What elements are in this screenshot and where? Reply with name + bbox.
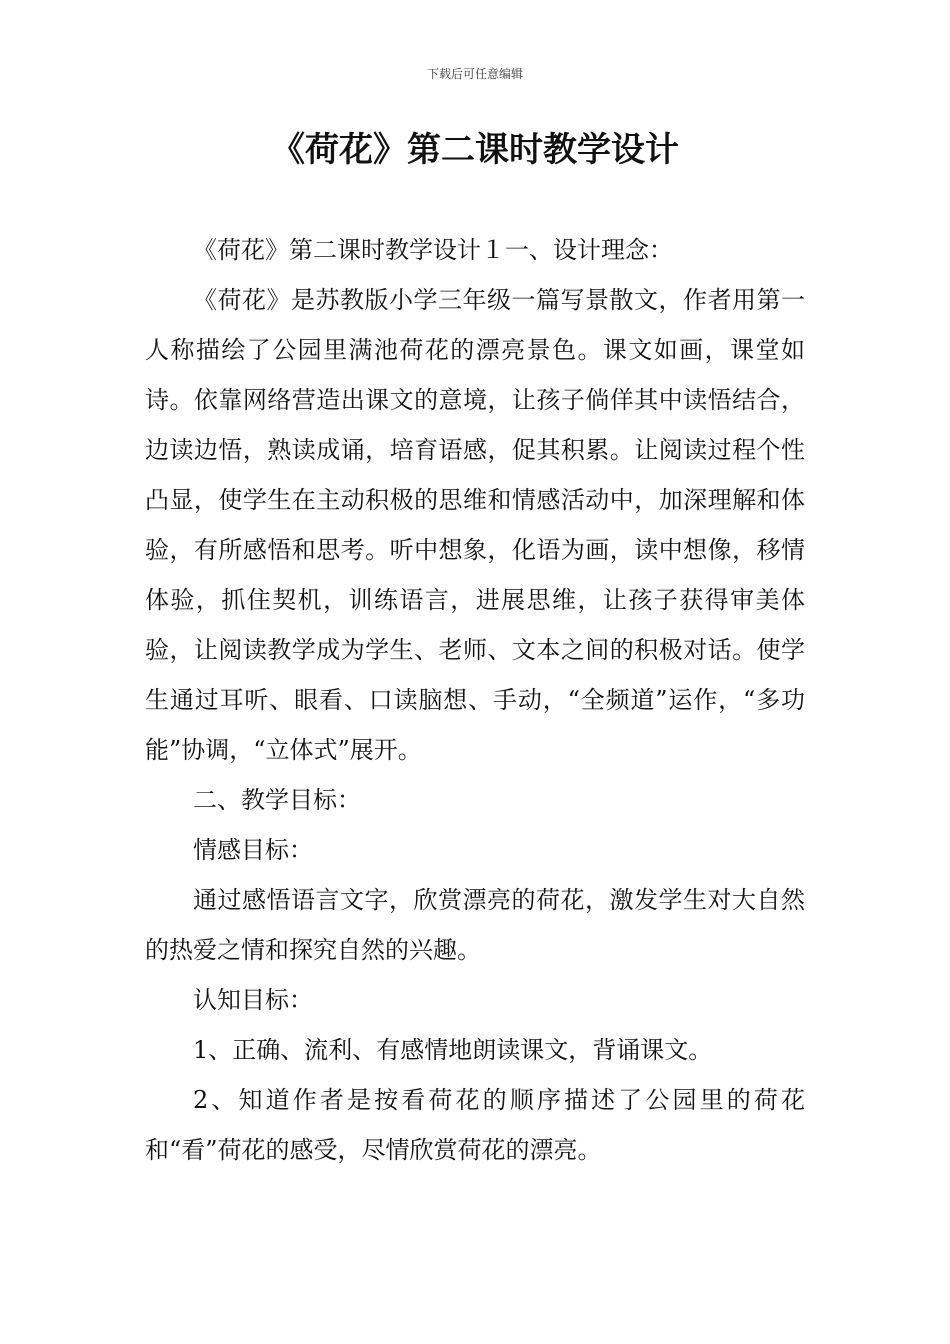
- paragraph-cognitive-goal-1: 1、正确、流利、有感情地朗读课文，背诵课文。: [193, 1036, 713, 1064]
- paragraph-design-concept: 《荷花》是苏教版小学三年级一篇写景散文，作者用第一人称描绘了公园里满池荷花的漂亮景色。课文如画，课堂如诗。依靠网络营造出课文的意境，让孩子倘佯其中读悟结合，边读边悟，熟读成诵，培育语感，促其积累。让阅读过程个性凸显，使学生在主动积极的思维和情感活动中，加深理解和体验，有所感悟和思考。听中想象，化语为画，读中想像，移情体验，抓住契机，训练语言，进展思维，让孩子获得审美体验，让阅读教学成为学生、老师、文本之间的积极对话。使学生通过耳听、眼看、口读脑想、手动，“全频道”运作，“多功能”协调，“立体式”展开。: [145, 286, 805, 764]
- document-title: 《荷花》第二课时教学设计: [271, 130, 679, 170]
- paragraph-cognitive-goals-heading: 认知目标：: [193, 986, 313, 1014]
- paragraph-teaching-goals-heading: 二、教学目标：: [193, 786, 361, 814]
- paragraph-emotional-goals-heading: 情感目标：: [193, 836, 313, 864]
- header-note: 下载后可任意编辑: [426, 67, 523, 81]
- paragraph-emotional-goals-text: 通过感悟语言文字，欣赏漂亮的荷花，激发学生对大自然的热爱之情和探究自然的兴趣。: [145, 886, 805, 964]
- paragraph-cognitive-goal-2: 2、知道作者是按看荷花的顺序描述了公园里的荷花和“看”荷花的感受，尽情欣赏荷花的漂亮。: [145, 1086, 805, 1164]
- paragraph-design-heading: 《荷花》第二课时教学设计１一、设计理念：: [193, 236, 673, 264]
- document-body: [145, 225, 805, 1175]
